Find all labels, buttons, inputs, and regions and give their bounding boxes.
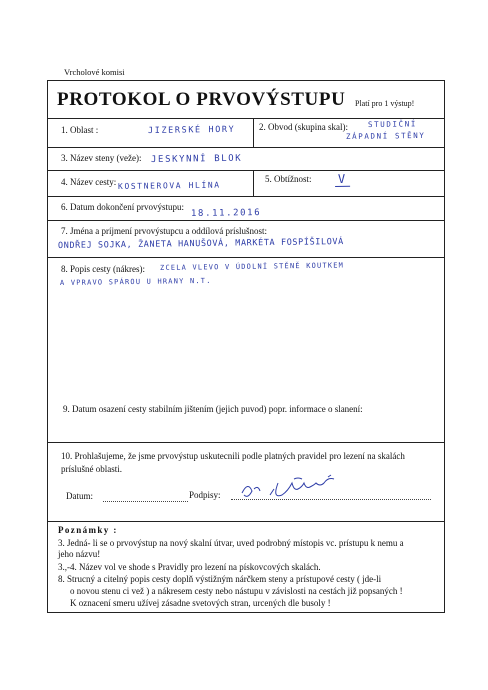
obtiznost-label: 5. Obtížnost: <box>265 174 312 184</box>
datum2-line <box>103 501 188 502</box>
datum2-label: Datum: <box>66 491 93 501</box>
datum-value: 18.11.2016 <box>190 208 262 219</box>
stena-value: JESKYNNÍ BLOK <box>150 153 243 165</box>
divider <box>48 257 444 258</box>
page-title: PROTOKOL O PRVOVÝSTUPU <box>57 89 346 110</box>
divider <box>48 147 444 148</box>
cesta-label: 4. Název cesty: <box>61 177 117 187</box>
jmena-value: ONDŘEJ SOJKA, ŽANETA HANUŠOVÁ, MARKÉTA FOSPÍŠILOVÁ <box>57 237 344 251</box>
note-line: 3.,-4. Název vol ve shode s Pravidly pro lezení na pískovcových skalách. <box>58 562 321 572</box>
obvod-label: 2. Obvod (skupina skal): <box>259 122 348 132</box>
note-line: 3. Jedná- li se o prvovýstup na nový skalní útvar, uved podrobný místopis vc. prístupu k nemu a <box>58 538 404 548</box>
note-line: jeho názvu! <box>58 549 101 559</box>
note-line: o novou stenu ci vež ) a nákresem cesty nebo nástupu v závislosti na cestách již popsaných ! <box>70 586 403 596</box>
divider <box>48 170 444 171</box>
signature-image <box>236 473 356 503</box>
oblast-label: 1. Oblast : <box>61 125 99 135</box>
cesta-value: KOSTNEROVA HLÍNA <box>117 180 221 191</box>
divider <box>48 196 444 197</box>
prohlaseni-line1: 10. Prohlašujeme, že jsme prvovýstup uskutecnili podle platných pravidel pro lezení na skalách <box>61 451 405 461</box>
oblast-value: JIZERSKÉ HORY <box>147 124 236 136</box>
divider <box>253 170 254 196</box>
datum-label: 6. Datum dokončení prvovýstupu: <box>61 202 184 212</box>
popis-label: 8. Popis cesty (nákres): <box>61 264 145 274</box>
obvod-value-line2: ZÁPADNÍ STĚNY <box>345 130 426 141</box>
note-line: K oznacení smeru užívej zásadne svetových stran, urcených dle busoly ! <box>70 598 331 608</box>
divider <box>48 442 444 443</box>
popis-value-line2: A VPRAVO SPÁROU U HRANY N.T. <box>59 276 212 287</box>
obvod-value-line1: STUDIČNÍ <box>367 119 417 129</box>
protocol-form <box>47 80 445 613</box>
stena-label: 3. Název steny (veže): <box>61 153 142 163</box>
podpisy-label: Podpisy: <box>189 490 221 500</box>
jmena-label: 7. Jména a príjmení prvovýstupcu a oddílová príslušnost: <box>61 226 267 236</box>
osazeni-label: 9. Datum osazení cesty stabilním jištením (jejich puvod) popr. informace o slanení: <box>63 404 363 414</box>
note-line: 8. Strucný a citelný popis cesty doplň výstižným nárčkem steny a prístupové cesty ( jde-li <box>58 574 382 584</box>
prohlaseni-line2: príslušné oblasti. <box>61 464 122 474</box>
divider <box>48 220 444 221</box>
commission-label: Vrcholové komisi <box>64 67 125 77</box>
notes-heading: Poznámky : <box>58 525 118 535</box>
divider <box>253 118 254 147</box>
validity-note: Platí pro 1 výstup! <box>355 99 415 108</box>
obtiznost-value: V <box>335 172 350 187</box>
popis-value-line1: ZCELA VLEVO V ÚDOLNÍ STĚNĚ KOUTKEM <box>159 261 345 272</box>
divider <box>48 521 444 522</box>
